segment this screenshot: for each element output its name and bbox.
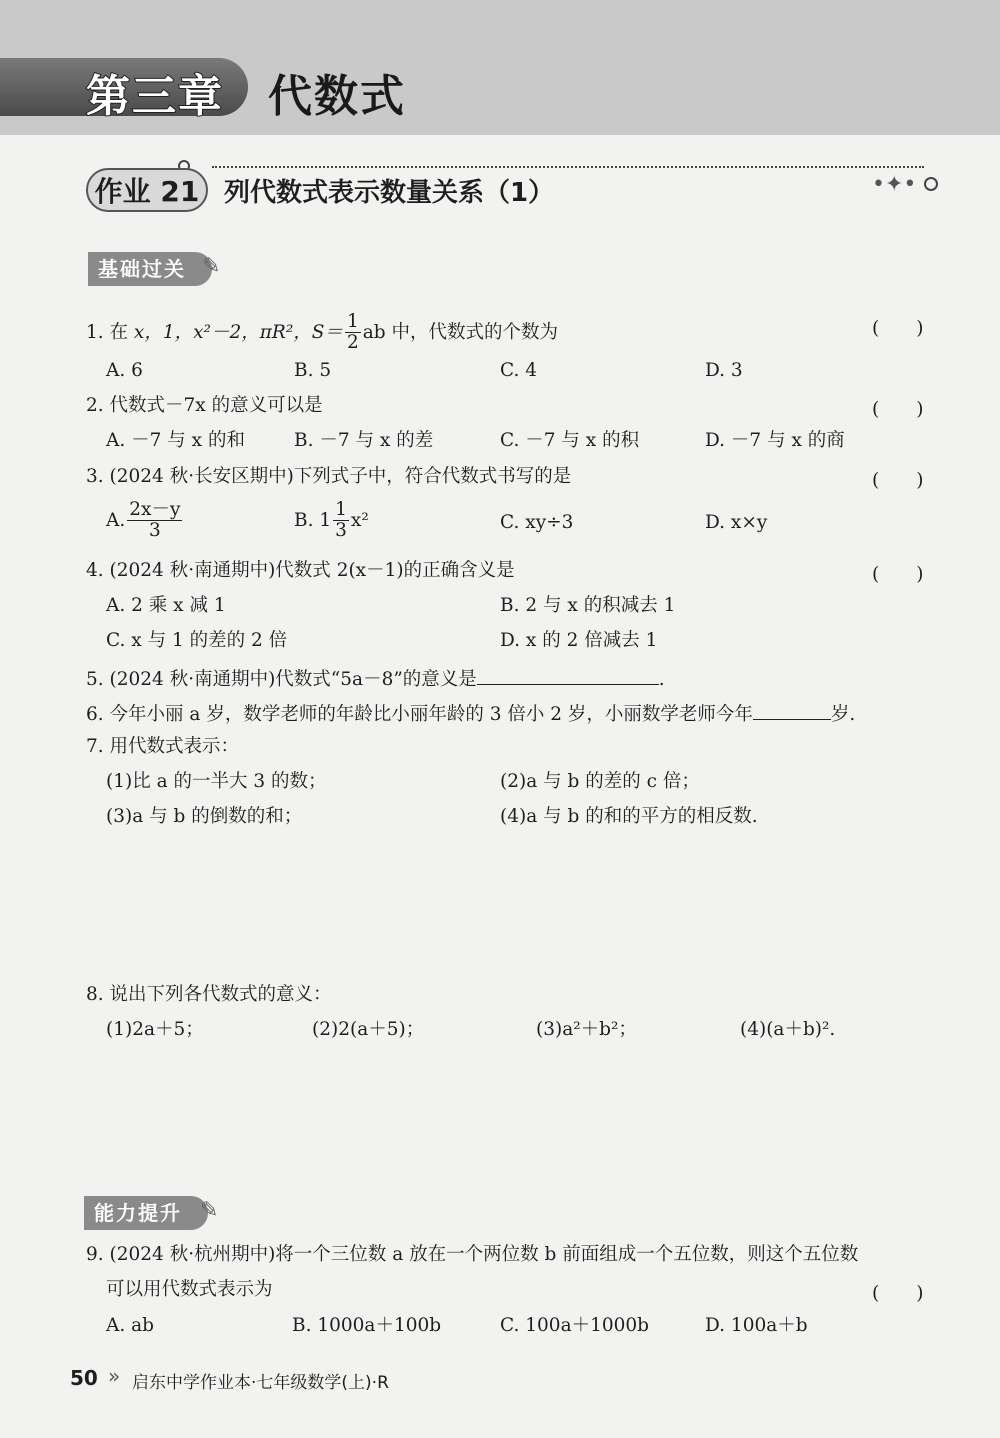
- question-3: 3. (2024 秋·长安区期中)下列式子中，符合代数式书写的是: [86, 466, 572, 487]
- option-b: B. －7 与 x 的差: [294, 430, 434, 451]
- sparkle-icon: •✦•: [872, 172, 917, 197]
- question-2: 2. 代数式－7x 的意义可以是: [86, 395, 323, 416]
- fraction: $\frac{1}{3}$: [335, 499, 347, 542]
- page-number: 50: [70, 1366, 98, 1390]
- book-title: 启东中学作业本·七年级数学(上)·R: [132, 1373, 389, 1393]
- option-d: D. 100a＋b: [705, 1315, 808, 1336]
- option-b: B. 1000a＋100b: [292, 1315, 442, 1336]
- answer-blank[interactable]: [477, 666, 659, 685]
- option-c: C. xy÷3: [500, 512, 574, 533]
- option-c: C. 4: [500, 360, 538, 381]
- dotted-divider: [212, 166, 924, 168]
- sub-question: (2)2(a＋5)；: [312, 1019, 425, 1040]
- option-a: A. 6: [106, 360, 143, 381]
- option-a: A. －7 与 x 的和: [106, 430, 245, 451]
- sub-question: (1)2a＋5；: [106, 1019, 204, 1040]
- option-c: C. 100a＋1000b: [500, 1315, 650, 1336]
- option-a: A. 2 乘 x 减 1: [106, 595, 226, 616]
- option-b: B. 2 与 x 的积减去 1: [500, 595, 676, 616]
- sub-question: (2)a 与 b 的差的 c 倍；: [500, 771, 700, 792]
- option-a: A. $\frac{2x-y}{3}$: [106, 499, 181, 542]
- option-d: D. x 的 2 倍减去 1: [500, 630, 658, 651]
- answer-paren[interactable]: ( ): [872, 1283, 924, 1304]
- question-7: 7. 用代数式表示：: [86, 736, 240, 757]
- homework-badge: 作业 21: [86, 168, 208, 212]
- answer-paren[interactable]: ( ): [872, 399, 924, 420]
- question-5: 5. (2024 秋·南通期中)代数式“5a－8”的意义是 .: [86, 666, 665, 691]
- question-9: 9. (2024 秋·杭州期中)将一个三位数 a 放在一个两位数 b 前面组成一个五位数，则这个五位数: [86, 1244, 859, 1265]
- question-9-cont: 可以用代数式表示为: [106, 1279, 273, 1300]
- sub-question: (3)a²＋b²；: [536, 1019, 637, 1040]
- section-advanced: 能力提升: [84, 1196, 208, 1230]
- question-6: 6. 今年小丽 a 岁，数学老师的年龄比小丽年龄的 3 倍小 2 岁，小丽数学老师今年 岁.: [86, 701, 855, 726]
- sub-question: (4)a 与 b 的和的平方的相反数.: [500, 806, 758, 827]
- chapter-label: 第三章: [86, 71, 224, 122]
- option-d: D. －7 与 x 的商: [705, 430, 845, 451]
- answer-paren[interactable]: ( ): [872, 318, 924, 339]
- section-basic: 基础过关: [88, 252, 212, 286]
- option-c: C. －7 与 x 的积: [500, 430, 640, 451]
- ring-decoration-icon: [924, 177, 938, 191]
- sub-question: (4)(a＋b)².: [740, 1019, 836, 1040]
- fraction: $\frac{1}{2}$: [346, 311, 359, 354]
- pencil-icon: ✎: [200, 1198, 219, 1223]
- answer-paren[interactable]: ( ): [872, 470, 924, 491]
- pencil-icon: ✎: [202, 254, 221, 279]
- option-a: A. ab: [106, 1315, 154, 1336]
- answer-blank[interactable]: [753, 701, 831, 720]
- option-c: C. x 与 1 的差的 2 倍: [106, 630, 288, 651]
- option-d: D. x×y: [705, 512, 768, 533]
- question-4: 4. (2024 秋·南通期中)代数式 2(x－1)的正确含义是: [86, 560, 515, 581]
- option-b: B. 1 $\frac{1}{3}$ x²: [294, 499, 369, 542]
- option-b: B. 5: [294, 360, 332, 381]
- option-d: D. 3: [705, 360, 743, 381]
- double-chevron-icon: »: [108, 1364, 121, 1388]
- sub-question: (1)比 a 的一半大 3 的数；: [106, 771, 327, 792]
- question-8: 8. 说出下列各代数式的意义：: [86, 984, 332, 1005]
- homework-title: 列代数式表示数量关系（1）: [224, 178, 555, 208]
- chapter-title: 代数式: [268, 71, 406, 122]
- answer-paren[interactable]: ( ): [872, 564, 924, 585]
- question-1: 1. 在 x，1，x²－2，πR²，S＝ $\frac{1}{2}$ ab 中，代数式的个数为: [86, 311, 558, 354]
- sub-question: (3)a 与 b 的倒数的和；: [106, 806, 303, 827]
- fraction: $\frac{2x-y}{3}$: [129, 499, 181, 542]
